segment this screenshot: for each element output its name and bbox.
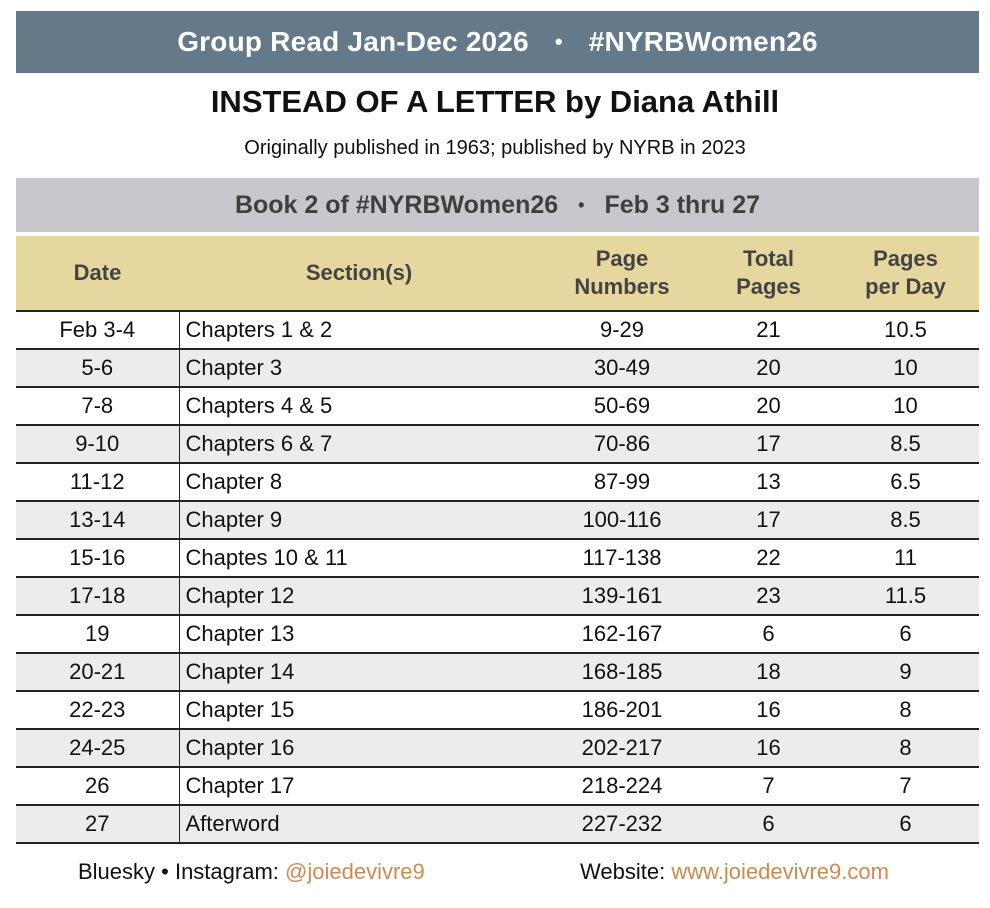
- cell-total-pages: 7: [705, 767, 832, 805]
- cell-pages-per-day: 8: [832, 691, 979, 729]
- cell-date: 5-6: [16, 349, 179, 387]
- cell-date: 15-16: [16, 539, 179, 577]
- cell-total-pages: 18: [705, 653, 832, 691]
- cell-section: Chapter 8: [179, 463, 539, 501]
- group-read-banner: [16, 11, 979, 73]
- cell-section: Afterword: [179, 805, 539, 843]
- website-link[interactable]: www.joiedevivre9.com: [671, 859, 889, 884]
- cell-page-numbers: 186-201: [539, 691, 705, 729]
- table-row: [16, 539, 979, 577]
- cell-section: Chapters 6 & 7: [179, 425, 539, 463]
- website-label: Website:: [580, 859, 672, 884]
- book-number: Book 2 of #NYRBWomen26: [234, 190, 559, 219]
- cell-date: 20-21: [16, 653, 179, 691]
- table-row: [16, 311, 979, 349]
- cell-page-numbers: 117-138: [539, 539, 705, 577]
- table-row: [16, 615, 979, 653]
- cell-section: Chapters 4 & 5: [179, 387, 539, 425]
- cell-page-numbers: 100-116: [539, 501, 705, 539]
- cell-section: Chapters 1 & 2: [179, 311, 539, 349]
- cell-total-pages: 6: [705, 805, 832, 843]
- cell-date: 24-25: [16, 729, 179, 767]
- cell-page-numbers: 30-49: [539, 349, 705, 387]
- cell-pages-per-day: 11.5: [832, 577, 979, 615]
- cell-pages-per-day: 8: [832, 729, 979, 767]
- cell-date: 9-10: [16, 425, 179, 463]
- table-row: [16, 767, 979, 805]
- cell-pages-per-day: 10: [832, 387, 979, 425]
- cell-date: 17-18: [16, 577, 179, 615]
- header-total-pages: Total Pages: [705, 236, 832, 311]
- cell-total-pages: 23: [705, 577, 832, 615]
- social-links: [78, 859, 425, 885]
- book-number-bar: [16, 178, 979, 232]
- cell-date: 7-8: [16, 387, 179, 425]
- cell-section: Chapter 15: [179, 691, 539, 729]
- cell-section: Chapter 16: [179, 729, 539, 767]
- header-page-numbers: Page Numbers: [539, 236, 705, 311]
- cell-section: Chaptes 10 & 11: [179, 539, 539, 577]
- header-pages-per-day: Pages per Day: [832, 236, 979, 311]
- cell-pages-per-day: 7: [832, 767, 979, 805]
- cell-page-numbers: 227-232: [539, 805, 705, 843]
- header-section: Section(s): [179, 236, 539, 311]
- cell-pages-per-day: 10.5: [832, 311, 979, 349]
- cell-total-pages: 17: [705, 501, 832, 539]
- cell-page-numbers: 70-86: [539, 425, 705, 463]
- cell-total-pages: 20: [705, 387, 832, 425]
- cell-pages-per-day: 8.5: [832, 501, 979, 539]
- banner-title: Group Read Jan-Dec 2026: [177, 26, 529, 57]
- cell-page-numbers: 218-224: [539, 767, 705, 805]
- cell-pages-per-day: 9: [832, 653, 979, 691]
- cell-total-pages: 13: [705, 463, 832, 501]
- cell-pages-per-day: 6: [832, 615, 979, 653]
- cell-pages-per-day: 11: [832, 539, 979, 577]
- cell-page-numbers: 87-99: [539, 463, 705, 501]
- table-row: [16, 425, 979, 463]
- book-dates: Feb 3 thru 27: [604, 190, 761, 219]
- cell-page-numbers: 168-185: [539, 653, 705, 691]
- table-row: [16, 387, 979, 425]
- cell-date: 22-23: [16, 691, 179, 729]
- table-row: [16, 349, 979, 387]
- cell-date: 11-12: [16, 463, 179, 501]
- cell-section: Chapter 9: [179, 501, 539, 539]
- cell-total-pages: 6: [705, 615, 832, 653]
- table-row: [16, 577, 979, 615]
- table-row: [16, 691, 979, 729]
- cell-total-pages: 20: [705, 349, 832, 387]
- cell-date: 13-14: [16, 501, 179, 539]
- table-body: [16, 311, 979, 843]
- cell-page-numbers: 162-167: [539, 615, 705, 653]
- cell-section: Chapter 17: [179, 767, 539, 805]
- table-header-row: [16, 236, 979, 311]
- cell-page-numbers: 9-29: [539, 311, 705, 349]
- cell-section: Chapter 13: [179, 615, 539, 653]
- cell-pages-per-day: 10: [832, 349, 979, 387]
- cell-section: Chapter 3: [179, 349, 539, 387]
- cell-page-numbers: 139-161: [539, 577, 705, 615]
- banner-hashtag: #NYRBWomen26: [588, 26, 818, 57]
- cell-date: Feb 3-4: [16, 311, 179, 349]
- table-row: [16, 501, 979, 539]
- cell-pages-per-day: 6: [832, 805, 979, 843]
- cell-pages-per-day: 8.5: [832, 425, 979, 463]
- cell-section: Chapter 14: [179, 653, 539, 691]
- cell-page-numbers: 50-69: [539, 387, 705, 425]
- cell-total-pages: 16: [705, 691, 832, 729]
- cell-total-pages: 17: [705, 425, 832, 463]
- reading-schedule-table: [16, 236, 979, 844]
- table-row: [16, 729, 979, 767]
- cell-total-pages: 16: [705, 729, 832, 767]
- cell-page-numbers: 202-217: [539, 729, 705, 767]
- cell-section: Chapter 12: [179, 577, 539, 615]
- social-label: Bluesky • Instagram:: [78, 859, 286, 884]
- table-row: [16, 463, 979, 501]
- website-info: [580, 859, 889, 885]
- cell-pages-per-day: 6.5: [832, 463, 979, 501]
- header-date: Date: [16, 236, 179, 311]
- cell-date: 26: [16, 767, 179, 805]
- cell-total-pages: 21: [705, 311, 832, 349]
- publication-note: Originally published in 1963; published by NYRB in 2023: [244, 137, 746, 159]
- book-bar-separator: •: [578, 194, 585, 215]
- instagram-handle-link[interactable]: @joiedevivre9: [285, 859, 425, 884]
- book-title: INSTEAD OF A LETTER by Diana Athill: [210, 84, 780, 119]
- cell-total-pages: 22: [705, 539, 832, 577]
- table-row: [16, 653, 979, 691]
- cell-date: 27: [16, 805, 179, 843]
- banner-separator: •: [554, 29, 563, 54]
- table-row: [16, 805, 979, 843]
- cell-date: 19: [16, 615, 179, 653]
